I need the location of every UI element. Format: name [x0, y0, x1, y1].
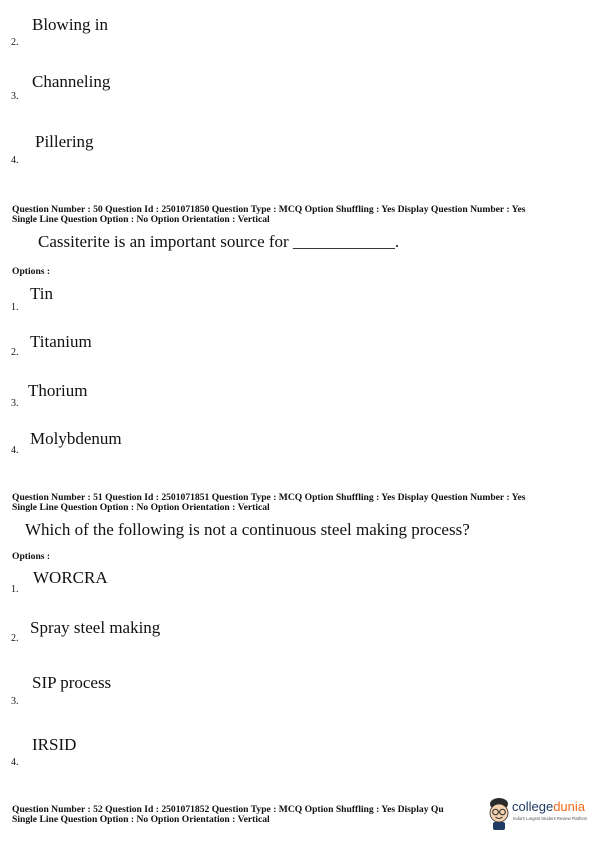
option-number: 2. [11, 37, 19, 48]
question-text: Cassiterite is an important source for ____________. [38, 232, 400, 251]
option-text: Tin [30, 284, 54, 303]
option-number: 2. [11, 347, 19, 358]
options-label: Options : [12, 266, 51, 277]
option-number: 3. [11, 91, 19, 102]
question-text: Which of the following is not a continuous steel making process? [25, 520, 470, 539]
option-text: Titanium [30, 332, 92, 351]
question-meta: Question Number : 51 Question Id : 2501071851 Question Type : MCQ Option Shuffling : Yes Display Question Number : Yes [12, 492, 526, 503]
option-number: 4. [11, 155, 19, 166]
option-text: SIP process [32, 673, 112, 692]
option-number: 3. [11, 696, 19, 707]
options-label: Options : [12, 551, 51, 562]
option-number: 1. [11, 302, 19, 313]
logo-tagline: India's Largest Student Review Platform [513, 816, 588, 821]
option-number: 2. [11, 633, 19, 644]
option-text: Spray steel making [30, 618, 161, 637]
collegedunia-logo [486, 795, 591, 831]
option-text: Blowing in [32, 15, 109, 34]
question-meta: Single Line Question Option : No Option Orientation : Vertical [12, 814, 270, 825]
option-text: Pillering [35, 132, 94, 151]
question-meta: Question Number : 52 Question Id : 2501071852 Question Type : MCQ Option Shuffling : Yes Display Qu [12, 804, 444, 815]
mascot-icon [486, 795, 512, 831]
option-text: WORCRA [33, 568, 108, 587]
option-text: Channeling [32, 72, 111, 91]
option-number: 1. [11, 584, 19, 595]
option-number: 3. [11, 398, 19, 409]
logo-wordmark: collegedunia [512, 799, 586, 814]
option-text: Molybdenum [30, 429, 122, 448]
question-meta: Single Line Question Option : No Option Orientation : Vertical [12, 214, 270, 225]
option-text: IRSID [32, 735, 77, 754]
option-text: Thorium [28, 381, 88, 400]
option-number: 4. [11, 445, 19, 456]
question-meta: Question Number : 50 Question Id : 2501071850 Question Type : MCQ Option Shuffling : Yes Display Question Number : Yes [12, 204, 526, 215]
question-meta: Single Line Question Option : No Option Orientation : Vertical [12, 502, 270, 513]
option-number: 4. [11, 757, 19, 768]
